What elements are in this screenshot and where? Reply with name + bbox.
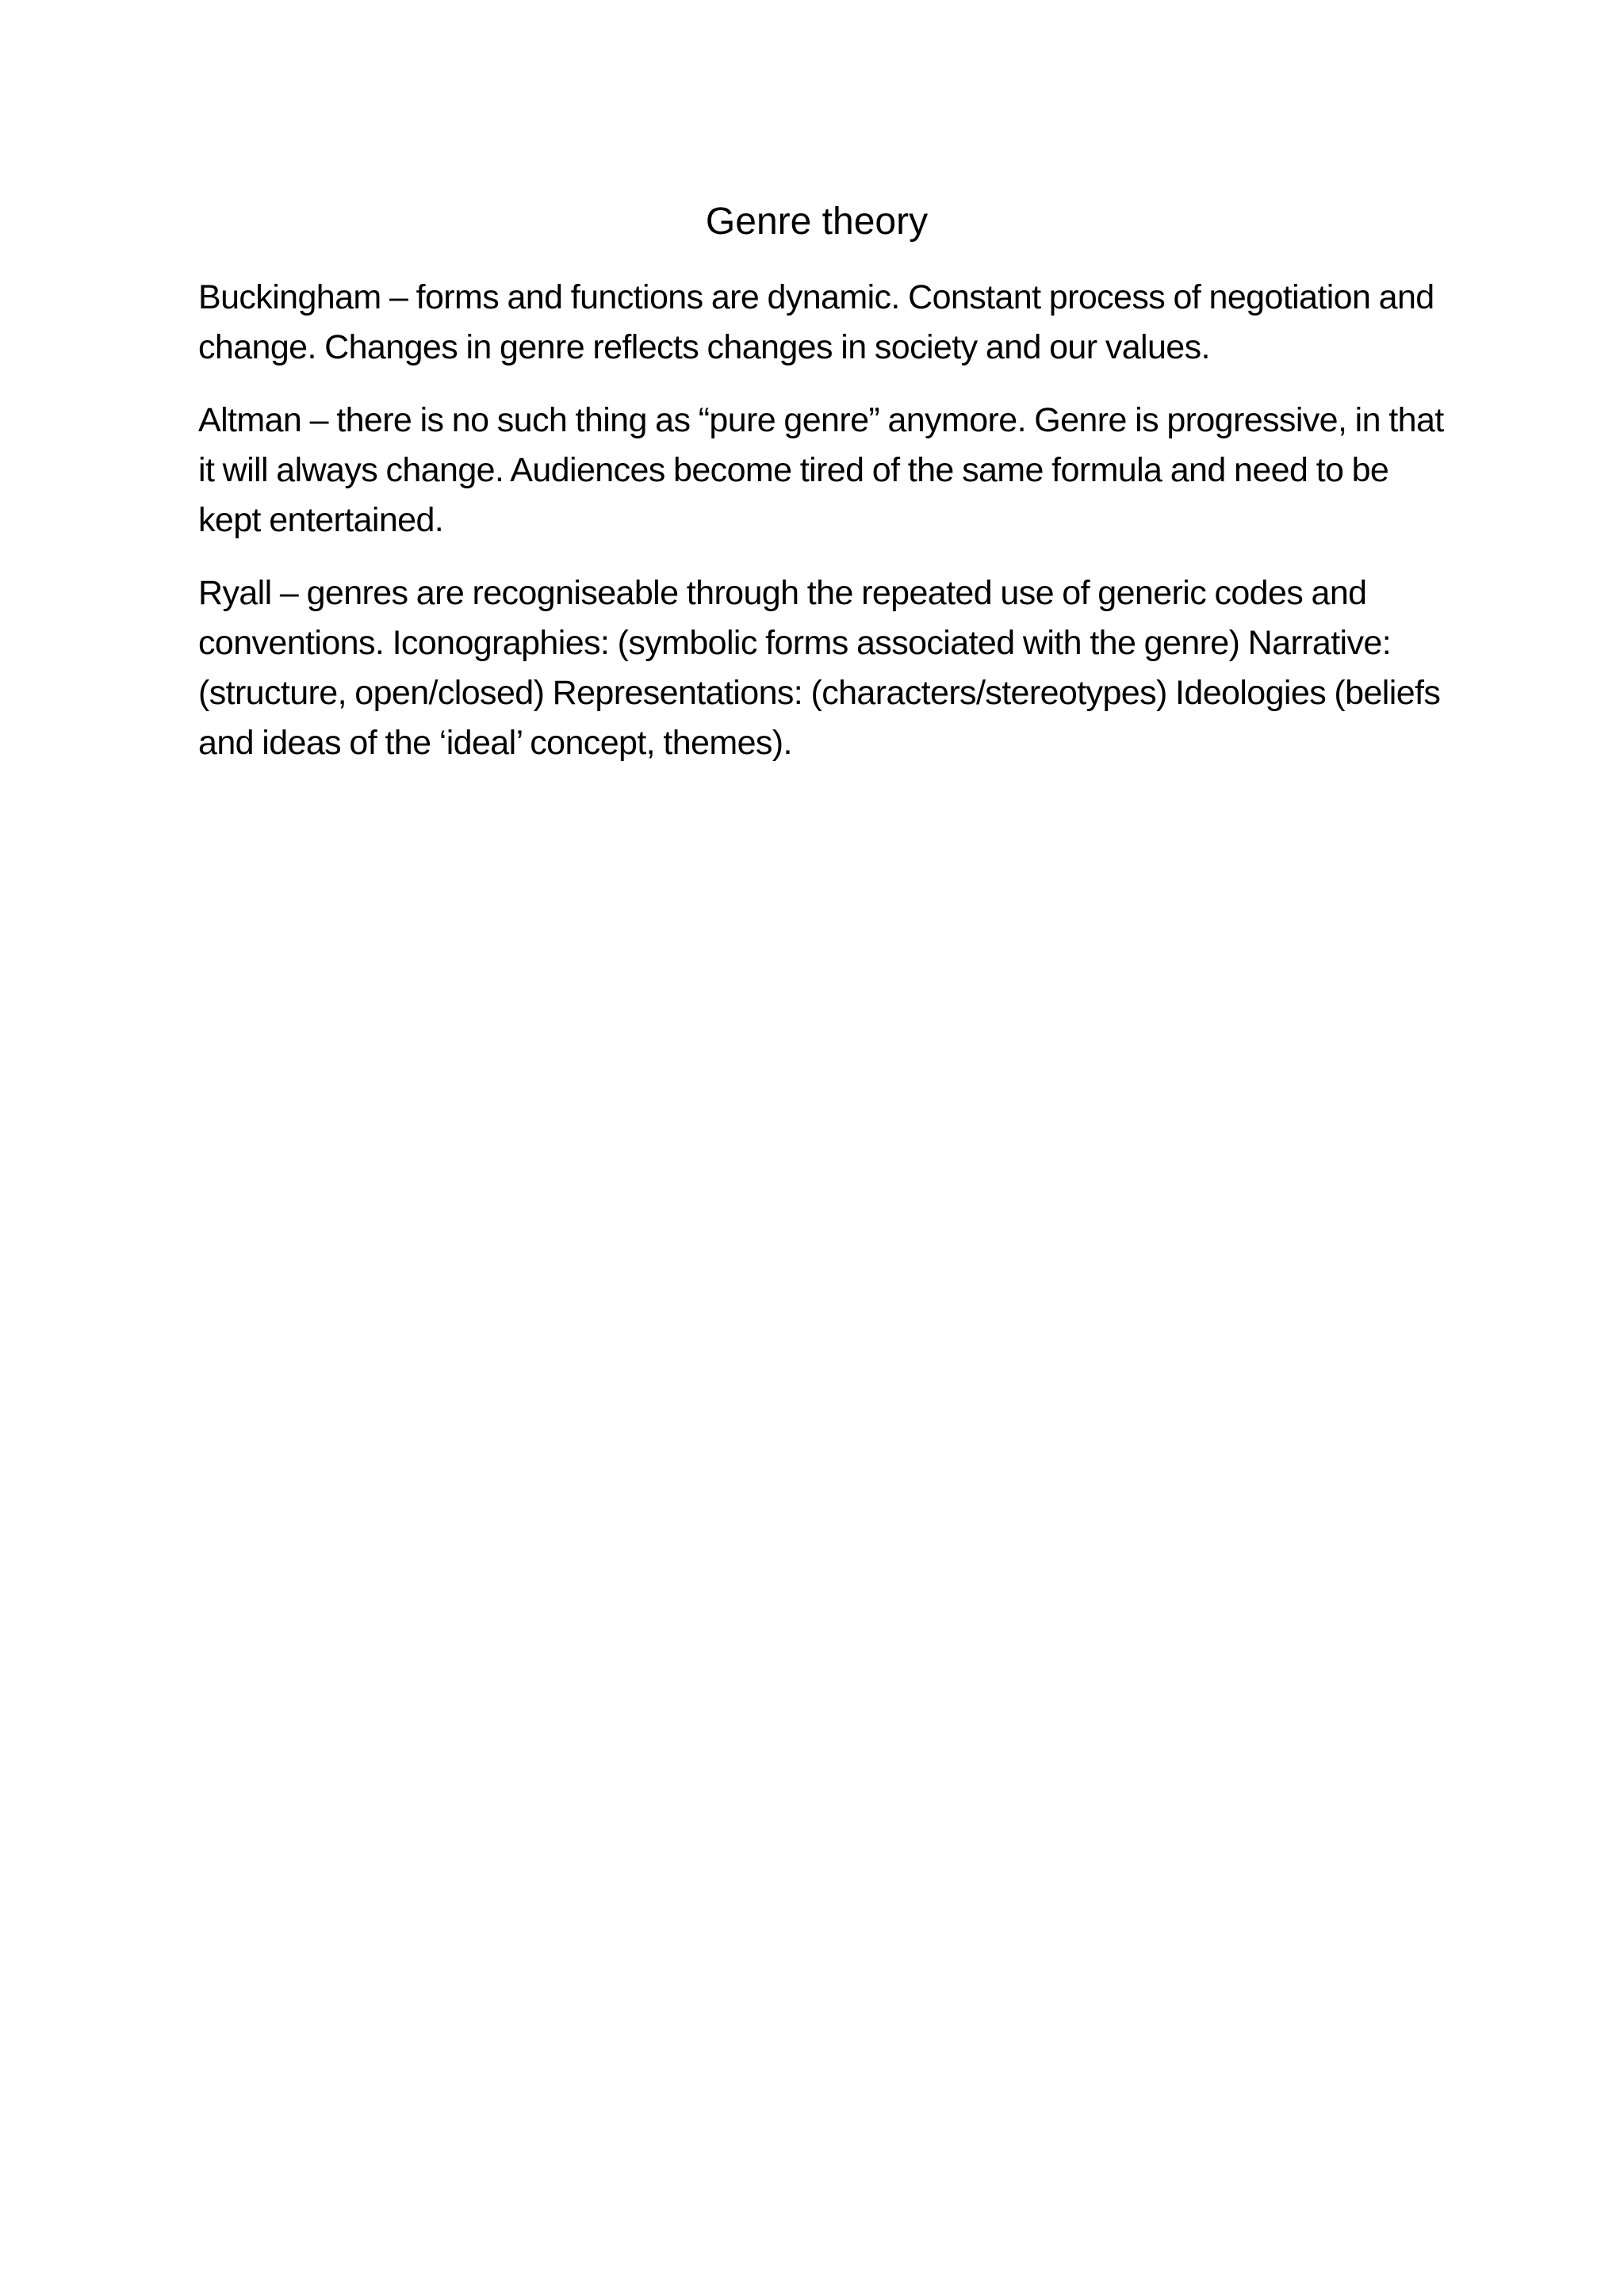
page-title: Genre theory	[705, 201, 929, 243]
document-body	[198, 273, 1451, 791]
paragraph-altman: Altman – there is no such thing as “pure genre” anymore. Genre is progressive, in that it will always change. Audiences become tired of the same formula and need to be kept entertained.	[198, 401, 1444, 539]
paragraph-ryall: Ryall – genres are recogniseable through the repeated use of generic codes and conventions. Iconographies: (symbolic forms associated with the genre) Narrative: (structure, open/closed) Representations: (characters/stereotypes) Ideologies (beliefs and ideas of the ‘ideal’ concept, themes).	[198, 574, 1441, 762]
paragraph-buckingham: Buckingham – forms and functions are dynamic. Constant process of negotiation and change. Changes in genre reflects changes in society and our values.	[198, 278, 1434, 366]
